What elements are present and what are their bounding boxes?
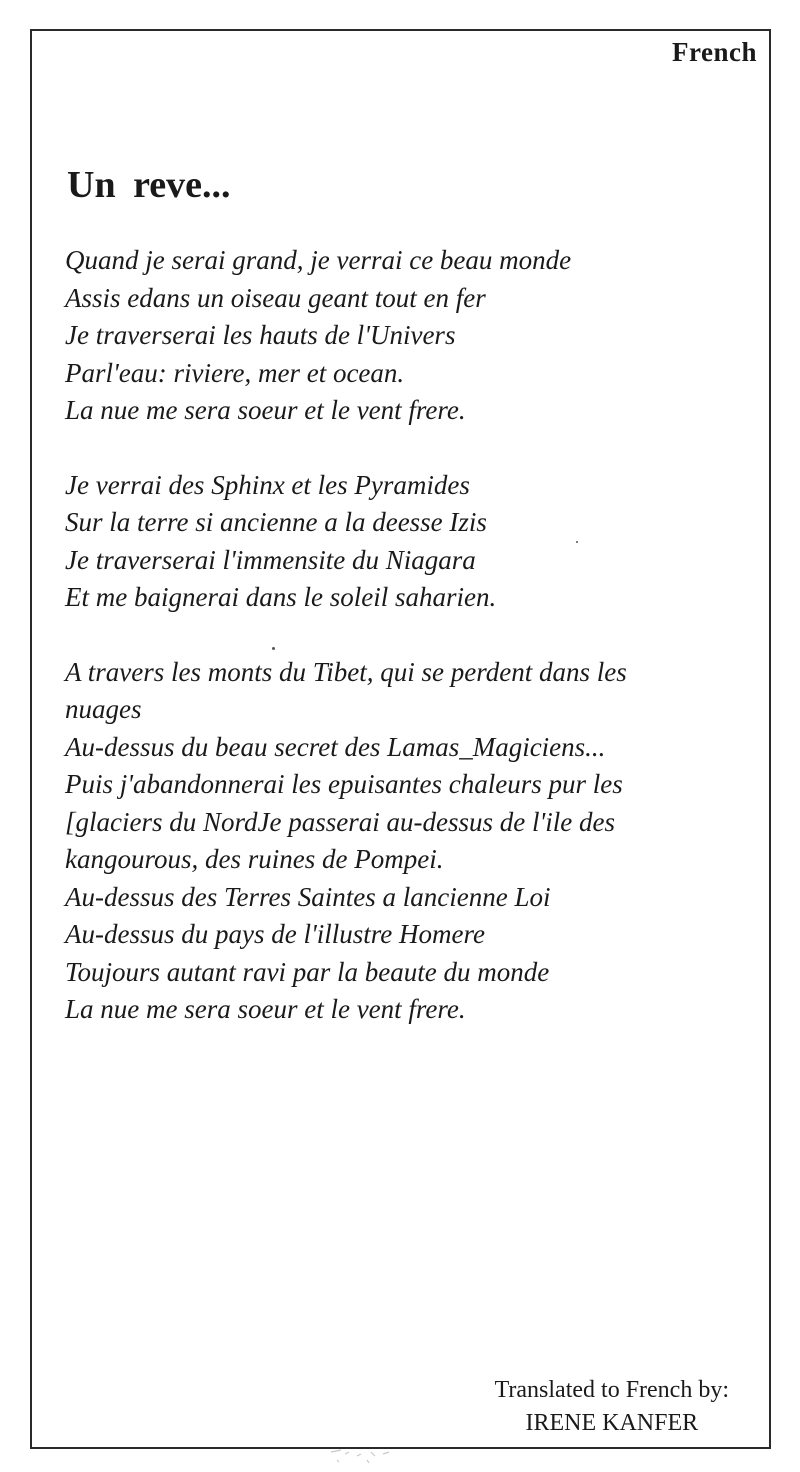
- poem-line: Au-dessus des Terres Saintes a lancienne Loi: [65, 881, 551, 912]
- poem-line: Assis edans un oiseau geant tout en fer: [65, 282, 486, 313]
- poem-line: [glaciers du NordJe passerai au-dessus de l'ile des: [65, 806, 615, 837]
- scan-speck: [576, 541, 578, 543]
- poem-line: Puis j'abandonnerai les epuisantes chaleurs pur les: [65, 769, 623, 799]
- poem-line: Au-dessus du beau secret des Lamas_Magiciens...: [65, 731, 606, 762]
- language-label: French: [672, 37, 757, 67]
- poem-line: A travers les monts du Tibet, qui se perdent dans les: [65, 656, 627, 687]
- poem-line: kangourous, des ruines de Pompei.: [65, 844, 444, 874]
- credit-label: Translated to French by:: [494, 1377, 729, 1403]
- poem-line: Je traverserai l'immensite du Niagara: [65, 544, 476, 575]
- poem-title: Un reve...: [67, 164, 231, 206]
- poem-line: Et me baignerai dans le soleil saharien.: [65, 582, 497, 612]
- poem-line: Sur la terre si ancienne a la deesse Izis: [65, 507, 487, 537]
- stanza-1: [65, 242, 745, 430]
- poem-line: nuages: [65, 694, 142, 724]
- poem-line: La nue me sera soeur et le vent frere.: [65, 395, 466, 425]
- translator-credit: [495, 1374, 729, 1440]
- translator-name: IRENE KANFER: [525, 1410, 699, 1436]
- poem-line: Je traverserai les hauts de l'Univers: [65, 320, 456, 350]
- stanza-2: [65, 467, 745, 617]
- stanza-3: [65, 654, 745, 1029]
- poem-line: Parl'eau: riviere, mer et ocean.: [65, 357, 405, 388]
- poem-line: Au-dessus du pays de l'illustre Homere: [65, 919, 485, 949]
- poem-body: [65, 242, 745, 1066]
- page-frame: [30, 29, 771, 1449]
- poem-line: La nue me sera soeur et le vent frere.: [65, 994, 466, 1024]
- scan-speck: [272, 647, 275, 650]
- poem-line: Toujours autant ravi par la beaute du monde: [65, 956, 550, 987]
- scan-artifact: [327, 1446, 397, 1466]
- poem-line: Quand je serai grand, je verrai ce beau monde: [65, 245, 572, 275]
- poem-line: Je verrai des Sphinx et les Pyramides: [65, 469, 470, 500]
